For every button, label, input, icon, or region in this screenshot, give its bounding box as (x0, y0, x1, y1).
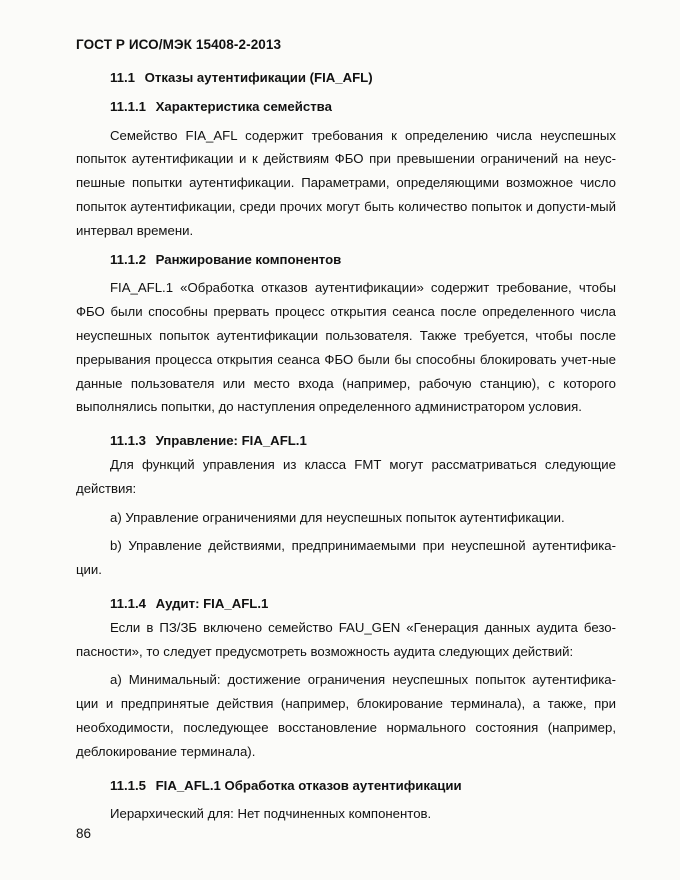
paragraph-hierarchical: Иерархический для: Нет подчиненных компонентов. (110, 806, 432, 822)
paragraph-management: Для функций управления из класса FMT могут рассматриваться следующие действия: (76, 456, 616, 496)
section-number: 11.1.5 (110, 777, 146, 793)
section-heading-11-1-3 (76, 429, 616, 453)
document-header: ГОСТ Р ИСО/МЭК 15408-2-2013 (76, 37, 282, 52)
section-number: 11.1.4 (110, 595, 146, 611)
list-item-management-a: a) Управление ограничениями для неуспешных попыток аутентификации. (110, 509, 565, 525)
section-number: 11.1.2 (110, 251, 146, 267)
section-number: 11.1.3 (110, 433, 146, 449)
paragraph-family-description: Семейство FIA_AFL содержит требования к определению числа неуспешных попыток аутентификации и к действиям ФБО при превышении ограничений на неус-пешные попытки аутентификации. Параметрами, определяющими возможное число попыток аутентификации, среди прочих могут быть количество попыток и допусти-мый интервал времени. (76, 127, 616, 238)
section-number: 11.1 (110, 70, 135, 85)
section-heading-11-1-1 (76, 95, 616, 119)
paragraph-component-levelling: FIA_AFL.1 «Обработка отказов аутентификации» содержит требование, чтобы ФБО были способны прервать процесс открытия сеанса после определенного числа неуспешных попыток аутентификации пользователя. Также требуется, чтобы после прерывания процесса открытия сеанса ФБО были бы способны блокировать учет-ные данные пользователя или место входа (например, рабочую станцию), с которого выполнялись попытки, до наступления определенного администратором условия. (76, 280, 616, 415)
section-heading-11-1-5 (76, 774, 616, 798)
list-item-audit-a: a) Минимальный: достижение ограничения неуспешных попыток аутентифика-ции и предпринятые действия (например, блокирование терминала), а также, при необходимости, последующее восстановление нормального состояния (например, деблокирование терминала). (76, 672, 616, 759)
section-title: Характеристика семейства (155, 98, 332, 114)
section-title: Ранжирование компонентов (155, 251, 342, 267)
section-title: Управление: FIA_AFL.1 (155, 433, 307, 449)
page-content (76, 66, 616, 826)
paragraph-audit: Если в ПЗ/ЗБ включено семейство FAU_GEN «Генерация данных аудита безо-пасности», то следует предусмотреть возможность аудита следующих действий: (76, 619, 616, 659)
section-title: Отказы аутентификации (FIA_AFL) (144, 70, 373, 85)
section-heading-11-1 (76, 66, 616, 90)
section-title: Аудит: FIA_AFL.1 (155, 595, 269, 611)
section-title: FIA_AFL.1 Обработка отказов аутентификации (155, 777, 462, 793)
section-heading-11-1-2 (76, 248, 616, 272)
page-number: 86 (76, 826, 92, 841)
list-item-management-b: b) Управление действиями, предпринимаемыми при неуспешной аутентифика-ции. (76, 538, 616, 578)
section-number: 11.1.1 (110, 98, 146, 114)
section-heading-11-1-4 (76, 592, 616, 616)
